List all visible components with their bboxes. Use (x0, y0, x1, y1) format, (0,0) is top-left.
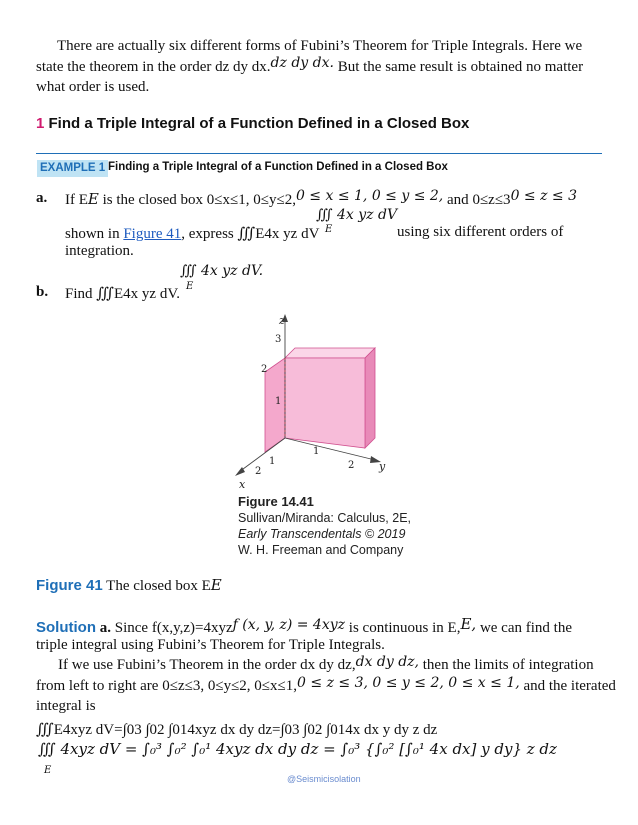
fig41-caption (36, 576, 222, 595)
part-a-text-4: shown in (65, 226, 120, 242)
part-a-text-6: using six different orders of (397, 224, 564, 240)
part-a-cond1-plain: 0≤x≤1, 0≤y≤2, (206, 192, 296, 208)
solution-s3: we can find the (479, 620, 572, 636)
solution-line-4 (36, 675, 616, 695)
solution-part: a. (99, 620, 111, 636)
box-right-face (365, 348, 375, 448)
part-b-text-1: Find (65, 286, 93, 302)
part-a-integral-math: ∭ 4x yz dV (316, 207, 398, 223)
solution-label: Solution (36, 619, 96, 636)
part-a-text-5: , express (181, 226, 234, 242)
part-b-line (65, 284, 180, 303)
solution-line-3a: If we use Fubini’s Theorem in the order (58, 657, 297, 673)
solution-line-3b: then the limits of integration (422, 657, 594, 673)
solution-E-math: E, (460, 615, 477, 633)
solution-line-4a: from left to right are (36, 678, 159, 694)
fig41-E-math: E (210, 576, 222, 594)
solution-s2: is continuous in (348, 620, 444, 636)
z-tick-label: 3 (275, 334, 282, 345)
part-a-text-2: is the closed box (102, 192, 204, 208)
figure-caption-line-3: Early Transcendentals © 2019 (238, 527, 406, 541)
solution-order-plain: dx dy dz, (300, 657, 356, 673)
solution-line-3 (58, 654, 594, 674)
part-a-cond1-math: 0 ≤ x ≤ 1, 0 ≤ y ≤ 2, (295, 188, 444, 204)
section-title: Find a Triple Integral of a Function Defined in a Closed Box (48, 115, 470, 132)
intro-line-2b: But the same result is obtained no matter (337, 59, 584, 75)
solution-line-4b: and the iterated (523, 678, 616, 694)
z-axis-label: z (279, 314, 285, 327)
x-tick-label: 2 (255, 466, 262, 477)
fig41-E-plain: E (201, 578, 211, 594)
box-top-face (285, 348, 375, 358)
solution-f-math: f (x, y, z) = 4xyz (232, 617, 346, 633)
part-b-label: b. (36, 284, 49, 300)
part-a-cond2-math: 0 ≤ z ≤ 3 (510, 188, 578, 204)
y-tick-label: 2 (348, 460, 355, 471)
part-a-label: a. (36, 190, 48, 206)
part-a-cond2-plain: 0≤z≤3 (472, 192, 511, 208)
intro-order-math: dz dy dx. (270, 55, 334, 71)
part-a-line-2 (65, 224, 319, 243)
part-a-expr-plain: ∭E4x yz dV (237, 226, 320, 242)
intro-line-3: what order is used. (36, 79, 150, 95)
figure-41-link[interactable]: Figure 41 (123, 226, 182, 242)
example-title: Finding a Triple Integral of a Function Defined in a Closed Box (108, 161, 448, 173)
fig41-text: The closed box (106, 578, 198, 594)
example-badge: EXAMPLE 1 (37, 160, 108, 177)
y-tick-label: 1 (313, 446, 320, 457)
intro-line-2 (36, 55, 584, 76)
example-rule (36, 153, 602, 154)
figure-caption-title: Figure 14.41 (238, 494, 314, 509)
solution-limits-plain: 0≤z≤3, 0≤y≤2, 0≤x≤1, (162, 678, 298, 694)
part-a-text-3: and (447, 192, 469, 208)
figure-caption-line-4: W. H. Freeman and Company (238, 543, 404, 557)
part-a-E-math: E (87, 190, 99, 208)
part-b-integral-math: ∭ 4x yz dV. (180, 263, 264, 279)
y-axis-label: y (379, 460, 386, 473)
part-b-expr-plain: ∭E4x yz dV. (96, 286, 180, 302)
x-tick-label: 1 (269, 456, 276, 467)
section-number: 1 (36, 115, 45, 132)
intro-line-2a: state the theorem in the order (36, 59, 212, 75)
figure-box-diagram (225, 310, 425, 495)
figure-caption-line-2: Sullivan/Miranda: Calculus, 2E, (238, 511, 411, 525)
part-a-text-1: If E (65, 192, 88, 208)
solution-s1: Since (114, 620, 149, 636)
part-b-integral-sub: E (186, 281, 194, 292)
intro-line-1: There are actually six different forms of Fubini’s Theorem for Triple Integrals. Here we (57, 38, 583, 54)
solution-line-1 (36, 615, 572, 637)
z-tick-label: 2 (261, 364, 268, 375)
z-tick-label: 1 (275, 396, 282, 407)
x-axis (239, 438, 285, 472)
solution-eq-math: ∭ 4xyz dV = ∫₀³ ∫₀² ∫₀¹ 4xyz dx dy dz = ∫₀³ {∫₀² [∫₀¹ 4x dx] y dy} z dz (38, 740, 557, 758)
part-a-text-7: integration. (65, 243, 134, 259)
solution-line-2: triple integral using Fubini’s Theorem for Triple Integrals. (36, 637, 385, 653)
solution-order-math: dx dy dz, (355, 654, 420, 670)
fig41-label: Figure 41 (36, 577, 103, 594)
solution-f-plain: f(x,y,z)=4xyz (151, 620, 233, 636)
solution-line-5: integral is (36, 698, 96, 714)
solution-E-plain: E, (447, 620, 461, 636)
solution-limits-math: 0 ≤ z ≤ 3, 0 ≤ y ≤ 2, 0 ≤ x ≤ 1, (297, 675, 520, 691)
box-front-face (285, 358, 365, 448)
section-heading (36, 115, 469, 132)
part-a-integral-sub: E (325, 224, 333, 235)
solution-eq-plain: ∭E4xyz dV=∫03 ∫02 ∫014xyz dx dy dz=∫03 ∫02 ∫014x dx y dy z dz (36, 722, 438, 738)
watermark: @Seismicisolation (287, 774, 361, 784)
solution-eq-sub: E (44, 765, 52, 776)
x-axis-label: x (239, 478, 246, 491)
intro-order-plain: dz dy dx. (215, 59, 271, 75)
